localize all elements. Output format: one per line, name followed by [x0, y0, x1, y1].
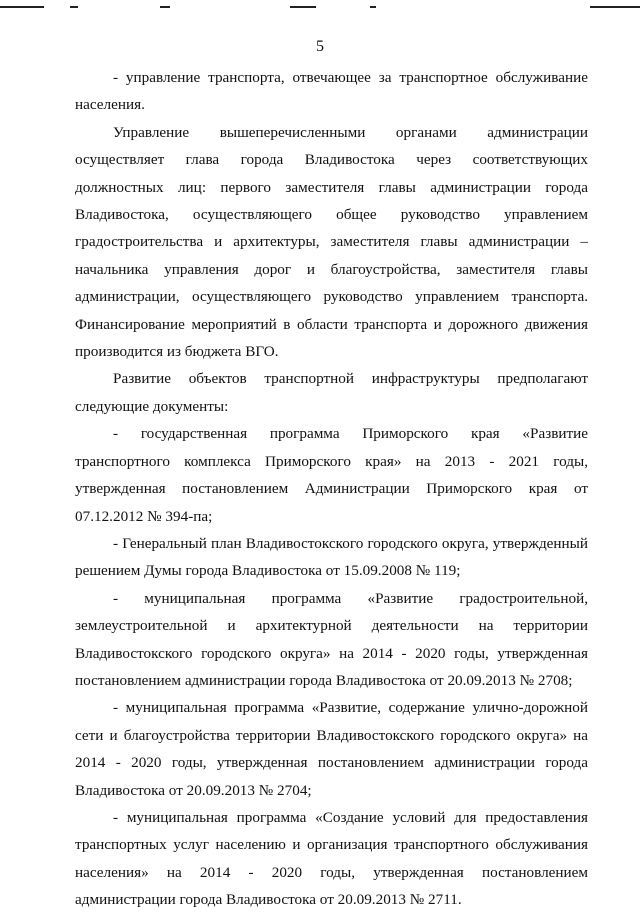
paragraph-development-intro: Развитие объектов транспортной инфраструктуры предполагают следующие документы: [75, 370, 588, 415]
list-item-road-network-program: - муниципальная программа «Развитие, содержание улично-дорожной сети и благоустройства территории Владивостокского городского округа» на 2014 - 2020 годы, утвержденная постановлением администрации города Владивостока от 20.09.2013 № 2704; [75, 699, 588, 799]
list-item-state-program: - государственная программа Приморского края «Развитие транспортного комплекса Приморского края» на 2013 - 2021 годы, утвержденная постановлением Администрации Приморского края от 07.12.2012 № 394-па; [75, 425, 588, 525]
list-item-urban-planning-program: - муниципальная программа «Развитие градостроительной, землеустроительной и архитектурной деятельности на территории Владивостокского городского округа» на 2014 - 2020 годы, утвержденная постановлением администрации города Владивостока от 20.09.2013 № 2708; [75, 589, 588, 689]
page-number: 5 [316, 38, 324, 55]
document-body [75, 64, 588, 914]
paragraph-transport-department: - управление транспорта, отвечающее за транспортное обслуживание населения. [75, 69, 588, 114]
list-item-general-plan: - Генеральный план Владивостокского городского округа, утвержденный решением Думы города Владивостока от 15.09.2008 № 119; [75, 534, 588, 580]
list-item-transport-services-program: - муниципальная программа «Создание условий для предоставления транспортных услуг населению и организация транспортного обслуживания населения» на 2014 - 2020 годы, утвержденная постановлением администрации города Владивостока от 20.09.2013 № 2711. [75, 808, 588, 909]
scan-artifact-marks [0, 0, 640, 14]
paragraph-management: Управление вышеперечисленными органами администрации осуществляет глава города Владивостока через соответствующих должностных лиц: первого заместителя главы администрации города Владивостока, осуществляющего общее руководство управлением градостроительства и архитектуры, заместителя главы администрации – начальника управления дорог и благоустройства, заместителя главы администрации, осуществляющего руководство управлением транспорта. Финансирование мероприятий в области транспорта и дорожного движения производится из бюджета ВГО. [75, 123, 588, 361]
